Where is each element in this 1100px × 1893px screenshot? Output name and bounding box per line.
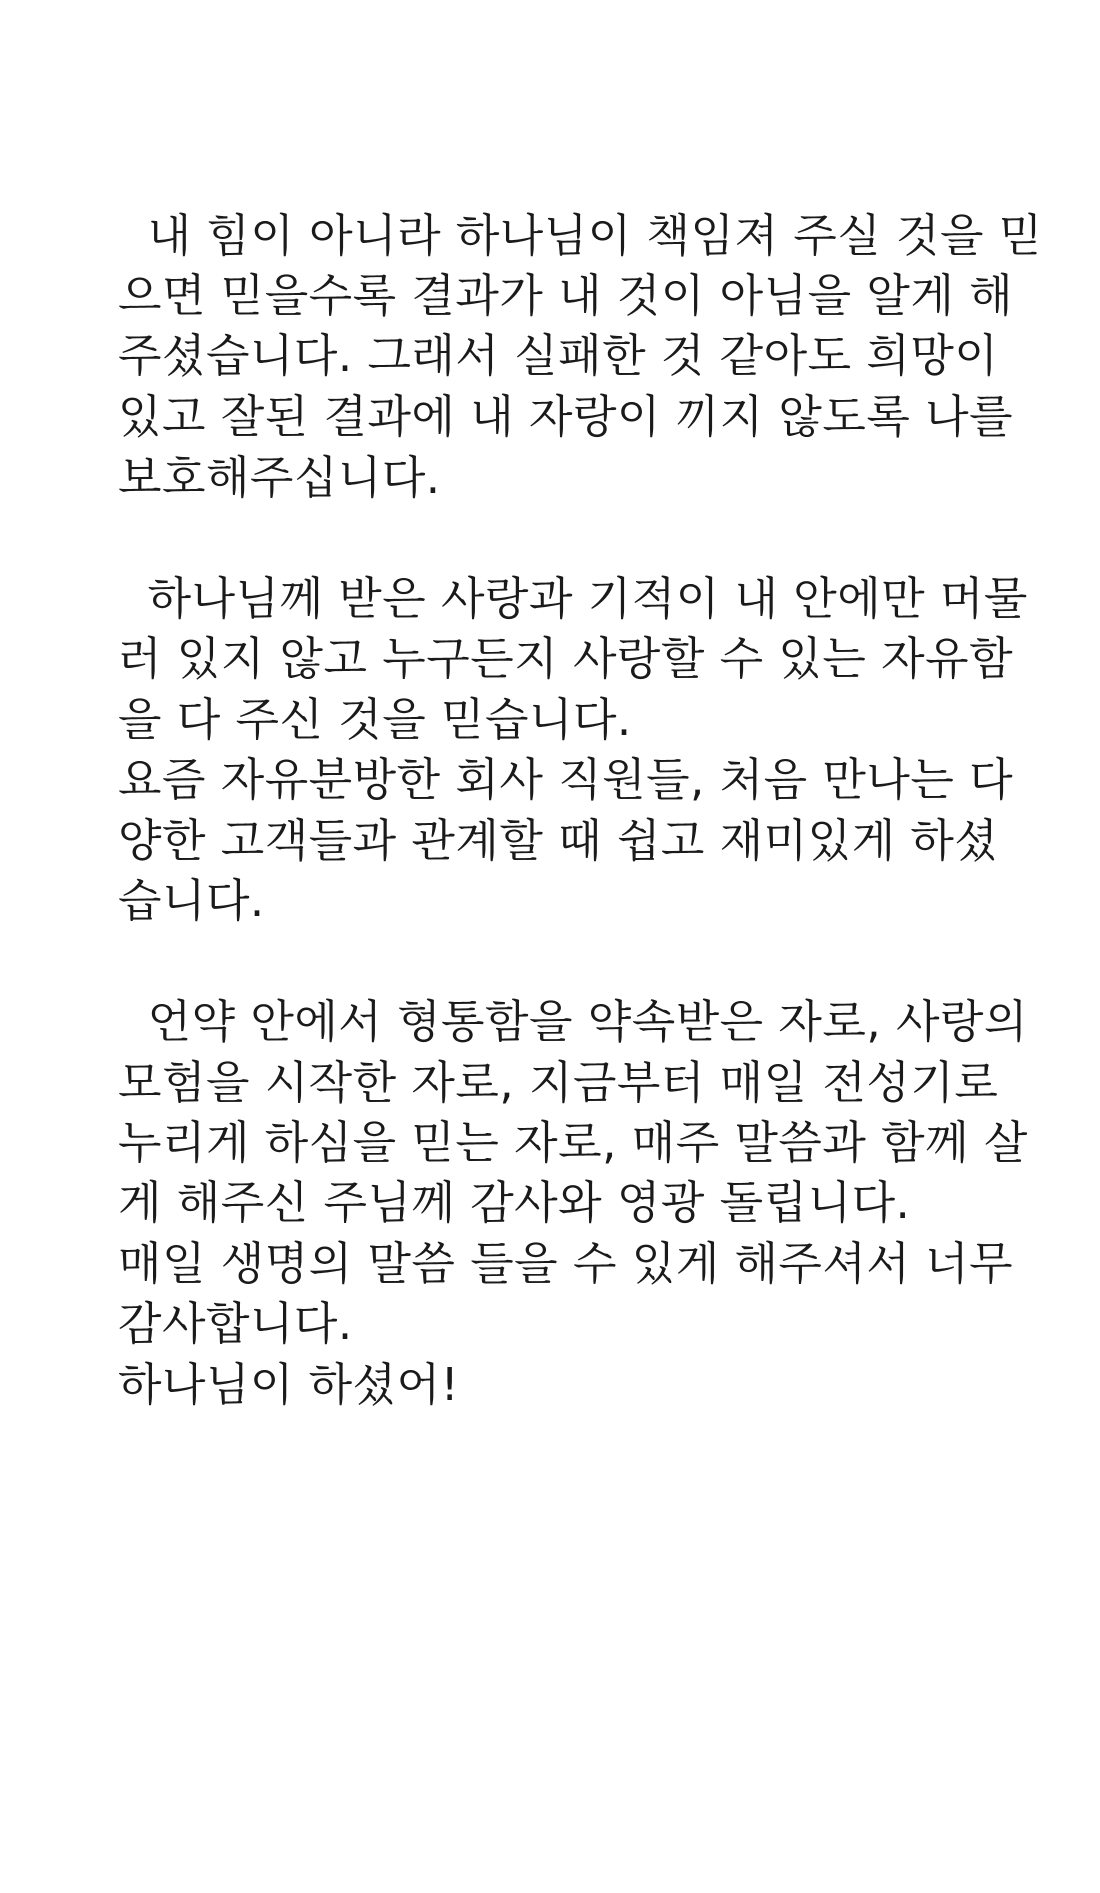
text-line: 모험을 시작한 자로, 지금부터 매일 전성기로 (118, 1056, 999, 1109)
text-line: 러 있지 않고 누구든지 사랑할 수 있는 자유함 (118, 632, 1014, 685)
text-line: 내 힘이 아니라 하나님이 책임져 주실 것을 믿 (118, 209, 1043, 262)
text-line: 양한 고객들과 관계할 때 쉽고 재미있게 하셨 (118, 814, 999, 867)
text-line: 게 해주신 주님께 감사와 영광 돌립니다. (118, 1176, 911, 1229)
text-line: 언약 안에서 형통함을 약속받은 자로, 사랑의 (118, 995, 1028, 1048)
text-line: 하나님이 하셨어! (118, 1358, 460, 1411)
text-line: 요즘 자유분방한 회사 직원들, 처음 만나는 다 (118, 753, 1014, 806)
text-line: 매일 생명의 말씀 들을 수 있게 해주셔서 너무 (118, 1237, 1014, 1290)
text-line: 누리게 하심을 믿는 자로, 매주 말씀과 함께 살 (118, 1116, 1028, 1169)
text-line: 있고 잘된 결과에 내 자랑이 끼지 않도록 나를 (118, 390, 1014, 443)
text-line: 감사합니다. (118, 1297, 353, 1350)
text-line: 주셨습니다. 그래서 실패한 것 같아도 희망이 (118, 329, 999, 382)
text-line: 을 다 주신 것을 믿습니다. (118, 693, 632, 746)
text-line: 보호해주십니다. (118, 451, 441, 504)
text-line: 으면 믿을수록 결과가 내 것이 아님을 알게 해 (118, 269, 1014, 322)
text-line: 하나님께 받은 사랑과 기적이 내 안에만 머물 (118, 572, 1028, 625)
text-line: 습니다. (118, 874, 265, 927)
